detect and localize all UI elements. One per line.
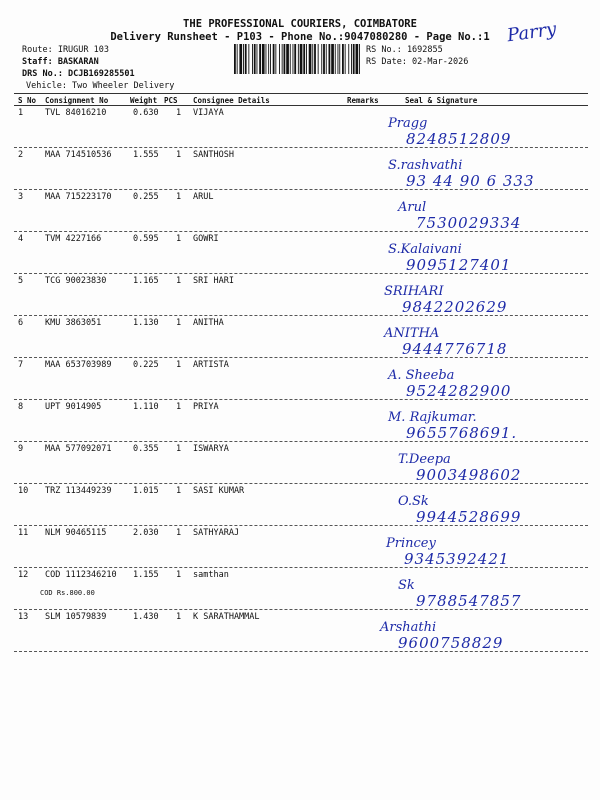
row-pcs: 1 (176, 402, 182, 412)
row-pcs: 1 (176, 612, 182, 622)
col-consignee: Consignee Details (193, 96, 270, 105)
row-signature-name: S.Kalaivani (388, 242, 462, 257)
col-sno: S No (18, 96, 37, 105)
row-consignee: ARUL (193, 192, 214, 202)
runsheet-title: Delivery Runsheet - P103 - Phone No.:9047080280 - Page No.:1 (110, 31, 490, 43)
row-sno: 9 (18, 444, 24, 454)
col-seal: Seal & Signature (405, 96, 478, 105)
row-pcs: 1 (176, 108, 182, 118)
row-divider (14, 273, 588, 274)
row-consignee: SANTHOSH (193, 150, 234, 160)
row-signature-phone: 9600758829 (398, 634, 504, 652)
row-consignment: COD 1112346210 (45, 570, 117, 580)
row-sno: 13 (18, 612, 29, 622)
header-top-rule (14, 93, 588, 94)
row-signature-phone: 9003498602 (416, 466, 522, 484)
row-signature-phone: 9944528699 (416, 508, 522, 526)
col-weight: Weight (130, 96, 158, 105)
drs-label: DRS No.: DCJB169285501 (22, 69, 135, 79)
row-sno: 3 (18, 192, 24, 202)
row-divider (14, 609, 588, 610)
row-divider (14, 231, 588, 232)
row-sno: 12 (18, 570, 29, 580)
row-pcs: 1 (176, 570, 182, 580)
row-signature-phone: 9842202629 (402, 298, 508, 316)
row-signature-phone: 9788547857 (416, 592, 522, 610)
col-consignment: Consignment No (45, 96, 109, 105)
row-signature-name: S.rashvathi (388, 158, 463, 173)
row-pcs: 1 (176, 444, 182, 454)
row-divider (14, 525, 588, 526)
row-consignee: PRIYA (193, 402, 219, 412)
row-signature-phone: 9655768691. (406, 424, 518, 442)
row-divider (14, 441, 588, 442)
row-pcs: 1 (176, 192, 182, 202)
row-consignment: MAA 714510536 (45, 150, 112, 160)
row-divider (14, 189, 588, 190)
row-weight: 1.430 (133, 612, 159, 622)
row-signature-phone: 9444776718 (402, 340, 508, 358)
row-divider (14, 147, 588, 148)
row-divider (14, 567, 588, 568)
row-signature-phone: 9345392421 (404, 550, 510, 568)
row-consignment: MAA 653703989 (45, 360, 112, 370)
row-consignment: MAA 715223170 (45, 192, 112, 202)
row-cod-note: COD Rs.800.00 (40, 589, 95, 597)
row-divider (14, 399, 588, 400)
row-signature-name: Arshathi (380, 620, 437, 635)
row-pcs: 1 (176, 486, 182, 496)
row-weight: 0.595 (133, 234, 159, 244)
row-consignee: SASI KUMAR (193, 486, 245, 496)
row-sno: 1 (18, 108, 24, 118)
row-weight: 1.015 (133, 486, 159, 496)
row-sno: 8 (18, 402, 24, 412)
row-weight: 0.225 (133, 360, 159, 370)
row-consignment: MAA 577092071 (45, 444, 112, 454)
company-name: THE PROFESSIONAL COURIERS, COIMBATORE (183, 18, 417, 30)
row-pcs: 1 (176, 234, 182, 244)
header-bottom-rule (14, 105, 588, 106)
row-pcs: 1 (176, 318, 182, 328)
row-weight: 1.555 (133, 150, 159, 160)
row-consignment: TCG 90023830 (45, 276, 107, 286)
row-sno: 10 (18, 486, 29, 496)
staff-label: Staff: BASKARAN (22, 57, 99, 67)
row-consignment: SLM 10579839 (45, 612, 107, 622)
row-consignee: K SARATHAMMAL (193, 612, 260, 622)
row-consignment: TVM 4227166 (45, 234, 102, 244)
vehicle-label: Vehicle: Two Wheeler Delivery (26, 81, 175, 91)
row-signature-name: Sk (398, 578, 415, 593)
row-weight: 1.165 (133, 276, 159, 286)
top-signature: Parry (505, 18, 558, 47)
row-signature-name: SRIHARI (384, 284, 444, 299)
row-divider (14, 315, 588, 316)
row-consignee: ANITHA (193, 318, 224, 328)
row-consignee: GOWRI (193, 234, 219, 244)
row-pcs: 1 (176, 150, 182, 160)
row-consignee: SATHYARAJ (193, 528, 240, 538)
row-signature-name: Pragg (388, 116, 428, 131)
row-divider (14, 357, 588, 358)
row-signature-name: T.Deepa (398, 452, 451, 467)
row-sno: 5 (18, 276, 24, 286)
row-signature-phone: 7530029334 (416, 214, 522, 232)
row-weight: 1.155 (133, 570, 159, 580)
row-weight: 0.255 (133, 192, 159, 202)
row-sno: 4 (18, 234, 24, 244)
row-consignment: TVL 84016210 (45, 108, 107, 118)
route-label: Route: IRUGUR 103 (22, 45, 109, 55)
row-weight: 2.030 (133, 528, 159, 538)
row-sno: 6 (18, 318, 24, 328)
row-consignee: SRI HARI (193, 276, 234, 286)
row-consignee: ARTISTA (193, 360, 229, 370)
col-remarks: Remarks (347, 96, 379, 105)
row-weight: 0.630 (133, 108, 159, 118)
row-consignment: KMU 3863051 (45, 318, 102, 328)
row-divider (14, 651, 588, 652)
row-pcs: 1 (176, 528, 182, 538)
row-sno: 7 (18, 360, 24, 370)
row-signature-name: Arul (398, 200, 427, 215)
row-pcs: 1 (176, 360, 182, 370)
row-sno: 11 (18, 528, 29, 538)
row-consignee: VIJAYA (193, 108, 224, 118)
row-consignment: UPT 9014905 (45, 402, 102, 412)
row-weight: 0.355 (133, 444, 159, 454)
col-pcs: PCS (164, 96, 178, 105)
row-consignment: NLM 90465115 (45, 528, 107, 538)
barcode-image (233, 44, 361, 74)
row-sno: 2 (18, 150, 24, 160)
row-signature-phone: 8248512809 (406, 130, 512, 148)
row-signature-phone: 93 44 90 6 333 (406, 172, 535, 190)
rs-number: RS No.: 1692855 (366, 45, 443, 55)
row-divider (14, 483, 588, 484)
row-signature-phone: 9095127401 (406, 256, 512, 274)
row-pcs: 1 (176, 276, 182, 286)
row-consignment: TRZ 113449239 (45, 486, 112, 496)
row-signature-name: M. Rajkumar. (388, 410, 477, 425)
row-weight: 1.130 (133, 318, 159, 328)
row-signature-name: O.Sk (398, 494, 429, 509)
row-signature-phone: 9524282900 (406, 382, 512, 400)
row-signature-name: ANITHA (384, 326, 440, 341)
row-consignee: samthan (193, 570, 229, 580)
rs-date: RS Date: 02-Mar-2026 (366, 57, 469, 67)
row-signature-name: A. Sheeba (388, 368, 455, 383)
row-weight: 1.110 (133, 402, 159, 412)
row-signature-name: Princey (386, 536, 436, 551)
row-consignee: ISWARYA (193, 444, 229, 454)
